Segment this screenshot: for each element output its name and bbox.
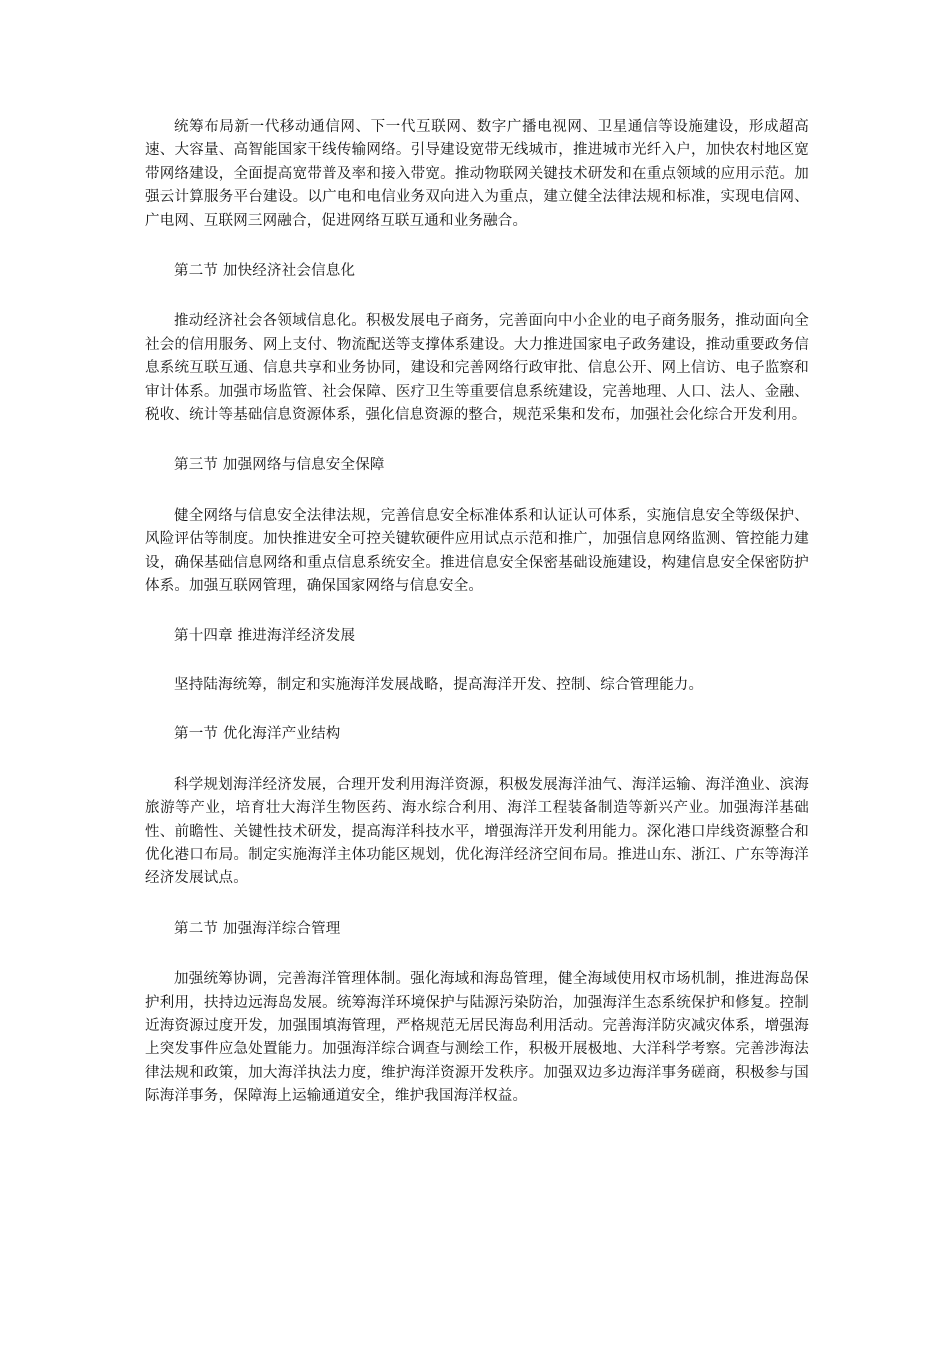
section-heading-marine-industry: 第一节 优化海洋产业结构	[174, 726, 341, 743]
paragraph-marine-management: 加强统筹协调，完善海洋管理体制。强化海域和海岛管理，健全海域使用权市场机制，推进海岛保护利用，扶持边远海岛发展。统筹海洋环境保护与陆源污染防治，加强海洋生态系统保护和修复。控制近海资源过度开发，加强围填海管理，严格规范无居民海岛利用活动。完善海洋防灾减灾体系，增强海上突发事件应急处置能力。加强海洋综合调查与测绘工作，积极开展极地、大洋科学考察。完善涉海法律法规和政策，加大海洋执法力度，维护海洋资源开发秩序。加强双边多边海洋事务磋商，积极参与国际海洋事务，保障海上运输通道安全，维护我国海洋权益。	[145, 971, 809, 1105]
paragraph-marine-strategy: 坚持陆海统筹，制定和实施海洋发展战略，提高海洋开发、控制、综合管理能力。	[174, 676, 704, 693]
spacer	[145, 697, 809, 723]
spacer	[145, 427, 809, 454]
spacer	[145, 233, 809, 260]
document-page	[145, 116, 809, 1109]
section-heading-information-security: 第三节 加强网络与信息安全保障	[174, 457, 385, 474]
paragraph-marine-industry: 科学规划海洋经济发展，合理开发利用海洋资源，积极发展海洋油气、海洋运输、海洋渔业、滨海旅游等产业，培育壮大海洋生物医药、海水综合利用、海洋工程装备制造等新兴产业。加强海洋基础性、前瞻性、关键性技术研发，提高海洋科技水平，增强海洋开发利用能力。深化港口岸线资源整合和优化港口布局。制定实施海洋主体功能区规划，优化海洋经济空间布局。推进山东、浙江、广东等海洋经济发展试点。	[145, 776, 809, 887]
spacer	[145, 283, 809, 310]
spacer	[145, 747, 809, 774]
paragraph-network-infrastructure: 统筹布局新一代移动通信网、下一代互联网、数字广播电视网、卫星通信等设施建设，形成超高速、大容量、高智能国家干线传输网络。引导建设宽带无线城市，推进城市光纤入户，加快农村地区宽带网络建设，全面提高宽带普及率和接入带宽。推动物联网关键技术研发和在重点领域的应用示范。加强云计算服务平台建设。以广电和电信业务双向进入为重点，建立健全法律法规和标准，实现电信网、广电网、互联网三网融合，促进网络互联互通和业务融合。	[145, 119, 809, 229]
spacer	[145, 941, 809, 968]
spacer	[145, 648, 809, 674]
spacer	[145, 478, 809, 505]
section-heading-marine-management: 第二节 加强海洋综合管理	[174, 920, 341, 937]
paragraph-information-security: 健全网络与信息安全法律法规，完善信息安全标准体系和认证认可体系，实施信息安全等级保护、风险评估等制度。加快推进安全可控关键软硬件应用试点示范和推广，加强信息网络监测、管控能力建设，确保基础信息网络和重点信息系统安全。推进信息安全保密基础设施建设，构建信息安全保密防护体系。加强互联网管理，确保国家网络与信息安全。	[145, 507, 809, 595]
paragraph-economic-informatization: 推动经济社会各领域信息化。积极发展电子商务，完善面向中小企业的电子商务服务，推动面向全社会的信用服务、网上支付、物流配送等支撑体系建设。大力推进国家电子政务建设，推动重要政务信息系统互联互通、信息共享和业务协同，建设和完善网络行政审批、信息公开、网上信访、电子监察和审计体系。加强市场监管、社会保障、医疗卫生等重要信息系统建设，完善地理、人口、法人、金融、税收、统计等基础信息资源体系，强化信息资源的整合，规范采集和发布，加强社会化综合开发利用。	[145, 313, 809, 424]
chapter-heading-marine-economy: 第十四章 推进海洋经济发展	[174, 627, 356, 644]
section-heading-economic-informatization: 第二节 加快经济社会信息化	[174, 263, 356, 280]
spacer	[145, 891, 809, 918]
spacer	[145, 599, 809, 625]
